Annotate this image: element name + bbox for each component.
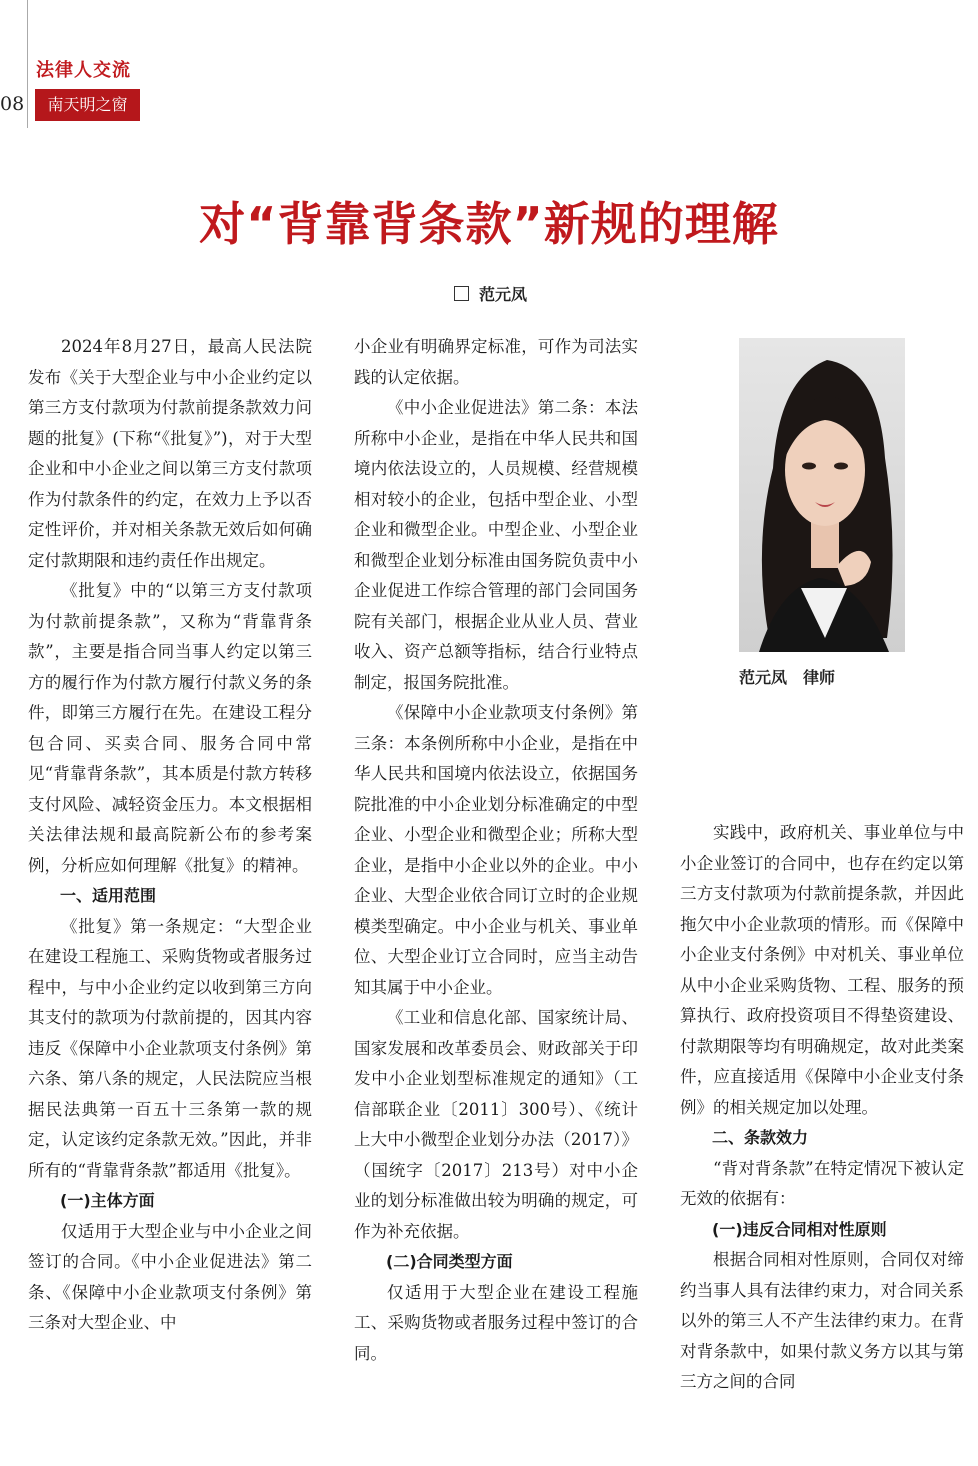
paragraph: 2024年8月27日，最高人民法院发布《关于大型企业与中小企业约定以第三方支付款项为付款前提条款效力问题的批复》(下称“《批复》”)，对于大型企业和中小企业之间以第三方支付款项作为付款条件的约定，在效力上予以否定性评价，并对相关条款无效后如何确定付款期限和违约责任作出规定。 [28,337,312,570]
subsection-heading: (一)主体方面 [60,1191,155,1210]
paragraph: 《保障中小企业款项支付条例》第三条：本条例所称中小企业，是指在中华人民共和国境内依法设立，依据国务院批准的中小企业划分标准确定的中型企业、小型企业和微型企业；所称大型企业，是指中小企业以外的企业。中小企业、大型企业依合同订立时的企业规模类型确定。中小企业与机关、事业单位、大型企业订立合同时，应当主动告知其属于中小企业。 [354,703,638,997]
column-tag: 南天明之窗 [35,89,140,121]
paragraph: 仅适用于大型企业与中小企业之间签订的合同。《中小企业促进法》第二条、《保障中小企业款项支付条例》第三条对大型企业、中 [28,1221,312,1332]
section-heading: 一、适用范围 [60,886,157,905]
paragraph: “背对背条款”在特定情况下被认定无效的依据有： [680,1158,964,1208]
paragraph: 《工业和信息化部、国家统计局、国家发展和改革委员会、财政部关于印发中小企业划型标准规定的通知》（工信部联企业〔2011〕300号）、《统计上大中小微型企业划分办法（2017）》（国统字〔2017〕213号）对中小企业的划分标准做出较为明确的规定，可作为补充依据。 [354,1008,638,1241]
article-title: 对“背靠背条款”新规的理解 [199,197,779,251]
paragraph: 《批复》中的“以第三方支付款项为付款前提条款”，又称为“背靠背条款”，主要是指合同当事人约定以第三方的履行作为付款方履行付款义务的条件，即第三方履行在先。在建设工程分包合同、买卖合同、服务合同中常见“背靠背条款”，其本质是付款方转移支付风险、减轻资金压力。本文根据相关法律法规和最高院新公布的参考案例，分析应如何理解《批复》的精神。 [28,581,312,875]
header-divider [27,0,28,128]
byline [454,282,527,305]
text-column-1 [28,332,312,1339]
text-column-3 [680,818,964,1398]
subsection-heading: (二)合同类型方面 [386,1252,513,1271]
paragraph: 仅适用于大型企业在建设工程施工、采购货物或者服务过程中签订的合同。 [354,1282,638,1363]
page-number: 08 [0,93,25,115]
paragraph: 根据合同相对性原则，合同仅对缔约当事人具有法律约束力，对合同关系以外的第三人不产生法律约束力。在背对背条款中，如果付款义务方以其与第三方之间的合同 [680,1250,964,1391]
paragraph: 小企业有明确界定标准，可作为司法实践的认定依据。 [354,337,638,387]
author-portrait [739,338,905,652]
portrait-illustration [739,338,905,652]
paragraph: 《批复》第一条规定：“大型企业在建设工程施工、采购货物或者服务过程中，与中小企业约定以收到第三方向其支付的款项为付款前提的，因其内容违反《保障中小企业款项支付条例》第六条、第八条的规定，人民法院应当根据民法典第一百五十三条第一款的规定，认定该约定条款无效。”因此，并非所有的“背靠背条款”都适用《批复》。 [28,916,312,1180]
section-heading: 二、条款效力 [712,1128,809,1147]
subsection-heading: (一)违反合同相对性原则 [712,1219,887,1239]
byline-square-icon [454,286,469,301]
author-name: 范元凤 [479,285,528,304]
portrait-caption: 范元凤 律师 [739,668,836,687]
section-name: 法律人交流 [36,60,131,81]
text-column-2 [354,332,638,1369]
paragraph: 《中小企业促进法》第二条：本法所称中小企业，是指在中华人民共和国境内依法设立的，人员规模、经营规模相对较小的企业，包括中型企业、小型企业和微型企业。中型企业、小型企业和微型企业划分标准由国务院负责中小企业促进工作综合管理的部门会同国务院有关部门，根据企业从业人员、营业收入、资产总额等指标，结合行业特点制定，报国务院批准。 [354,398,638,692]
paragraph: 实践中，政府机关、事业单位与中小企业签订的合同中，也存在约定以第三方支付款项为付款前提条款，并因此拖欠中小企业款项的情形。而《保障中小企业支付条例》中对机关、事业单位从中小企业采购货物、工程、服务的预算执行、政府投资项目不得垫资建设、付款期限等均有明确规定，故对此类案件，应直接适用《保障中小企业支付条例》的相关规定加以处理。 [680,823,964,1117]
